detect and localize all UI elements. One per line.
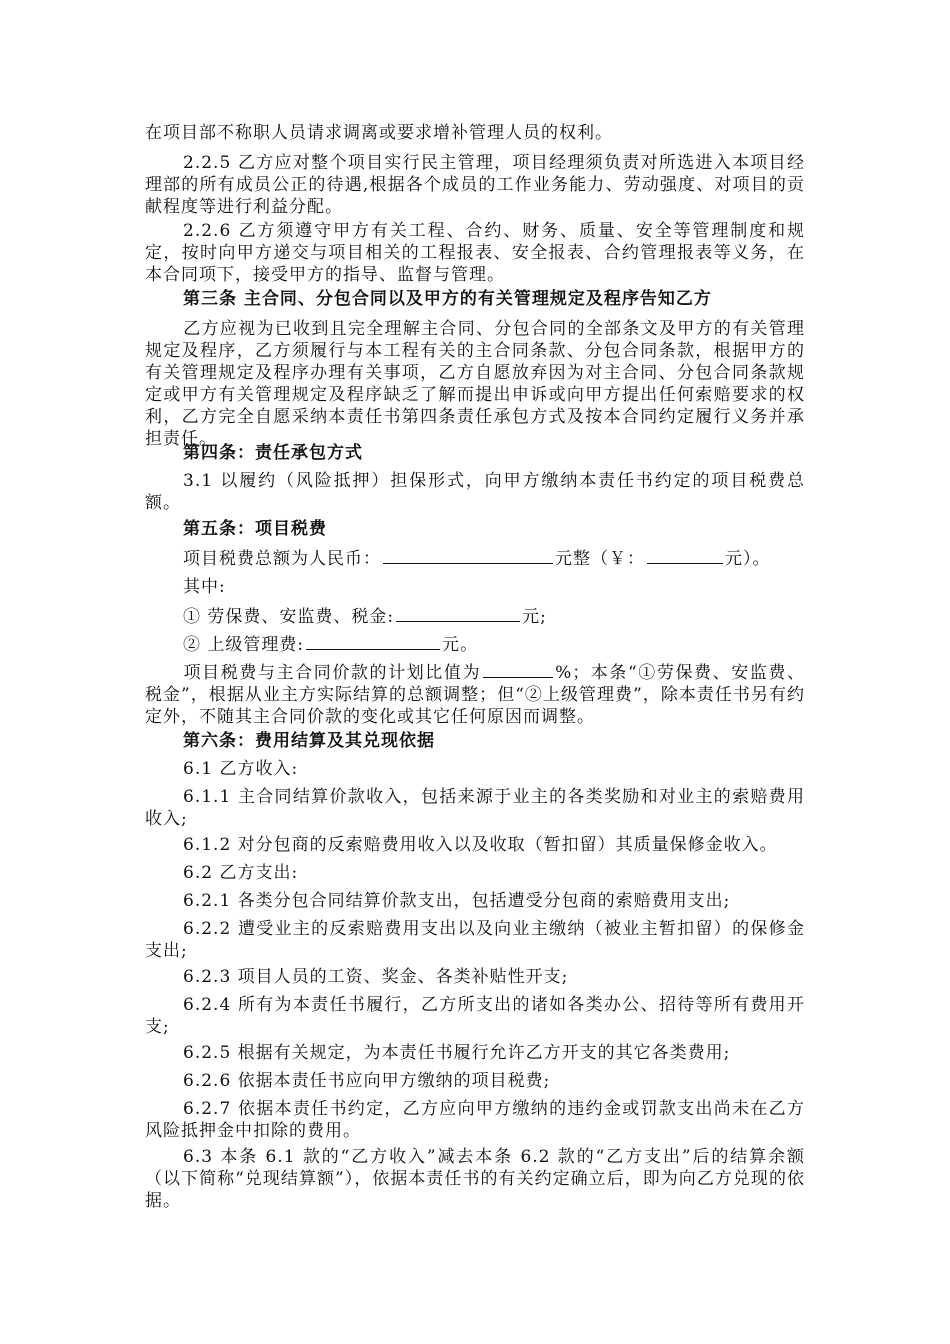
clause-6-2-7: 6.2.7 依据本责任书约定，乙方应向甲方缴纳的违约金或罚款支出尚未在乙方风险抵押金中扣除的费用。 [145,1099,805,1141]
article-3-body: 乙方应视为已收到且完全理解主合同、分包合同的全部条文及甲方的有关管理规定及程序，乙方须履行与本工程有关的主合同条款、分包合同条款，根据甲方的有关管理规定及程序办理有关事项，乙方自愿放弃因为对主合同、分包合同条款规定或甲方有关管理规定及程序缺乏了解而提出申诉或向甲方提出任何索赔要求的权利，乙方完全自愿采纳本责任书第四条责任承包方式及按本合同约定履行义务并承担责任。 [145,319,805,449]
clause-2-2-6: 2.2.6 乙方须遵守甲方有关工程、合约、财务、质量、安全等管理制度和规定，按时向甲方递交与项目相关的工程报表、安全报表、合约管理报表等义务，在本合同项下，接受甲方的指导、监督与管理。 [145,221,805,285]
clause-6-2-4: 6.2.4 所有为本责任书履行，乙方所支出的诸如各类办公、招待等所有费用开支; [145,995,805,1037]
article-5-heading: 第五条：项目税费 [183,519,327,539]
clause-6-1-2: 6.1.2 对分包商的反索赔费用收入以及收取（暂扣留）其质量保修金收入。 [183,835,778,855]
ratio-paragraph: 项目税费与主合同价款的计划比值为 %；本条“①劳保费、安监费、税金”，根据从业主方实际结算的总额调整；但“②上级管理费”，除本责任书另有约定外，不随其主合同价款的变化或其它任何原因而调整。 [145,663,806,727]
clause-6-2-2: 6.2.2 遭受业主的反索赔费用支出以及向业主缴纳（被业主暂扣留）的保修金支出; [145,919,805,961]
blank-fee-2[interactable] [306,635,440,650]
clause-6-1-1: 6.1.1 主合同结算价款收入，包括来源于业主的各类奖励和对业主的索赔费用收入; [145,787,805,829]
clause-2-2-5: 2.2.5 乙方应对整个项目实行民主管理，项目经理须负责对所选进入本项目经理部的所有成员公正的待遇,根据各个成员的工作业务能力、劳动强度、对项目的贡献程度等进行利益分配。 [145,153,805,217]
article-4-heading: 第四条：责任承包方式 [183,443,363,463]
clause-6-2-6: 6.2.6 依据本责任书应向甲方缴纳的项目税费; [183,1071,551,1091]
blank-total-figure[interactable] [647,549,723,564]
clause-6-2: 6.2 乙方支出: [183,863,299,883]
fee-item-1: ① 劳保费、安监费、税金: 元; [183,607,547,627]
among-which: 其中: [183,577,226,597]
clause-6-3: 6.3 本条 6.1 款的“乙方收入”减去本条 6.2 款的“乙方支出”后的结算余额（以下简称“兑现结算额”），依据本责任书的有关约定确立后，即为向乙方兑现的依据。 [145,1147,805,1211]
clause-3-1: 3.1 以履约（风险抵押）担保形式，向甲方缴纳本责任书约定的项目税费总额。 [145,471,805,513]
blank-total-amount[interactable] [383,549,553,564]
clause-6-2-5: 6.2.5 根据有关规定，为本责任书履行允许乙方开支的其它各类费用; [183,1043,731,1063]
clause-6-1: 6.1 乙方收入: [183,759,299,779]
blank-ratio[interactable] [483,663,553,678]
tax-total-line: 项目税费总额为人民币： 元整（￥： 元）。 [183,549,771,569]
blank-fee-1[interactable] [396,607,520,622]
paragraph: 在项目部不称职人员请求调离或要求增补管理人员的权利。 [145,123,613,143]
article-3-heading: 第三条 主合同、分包合同以及甲方的有关管理规定及程序告知乙方 [183,289,712,309]
article-6-heading: 第六条：费用结算及其兑现依据 [183,731,435,751]
clause-6-2-3: 6.2.3 项目人员的工资、奖金、各类补贴性开支; [183,967,569,987]
clause-6-2-1: 6.2.1 各类分包合同结算价款支出，包括遭受分包商的索赔费用支出; [183,891,731,911]
fee-item-2: ② 上级管理费: 元。 [183,635,479,655]
